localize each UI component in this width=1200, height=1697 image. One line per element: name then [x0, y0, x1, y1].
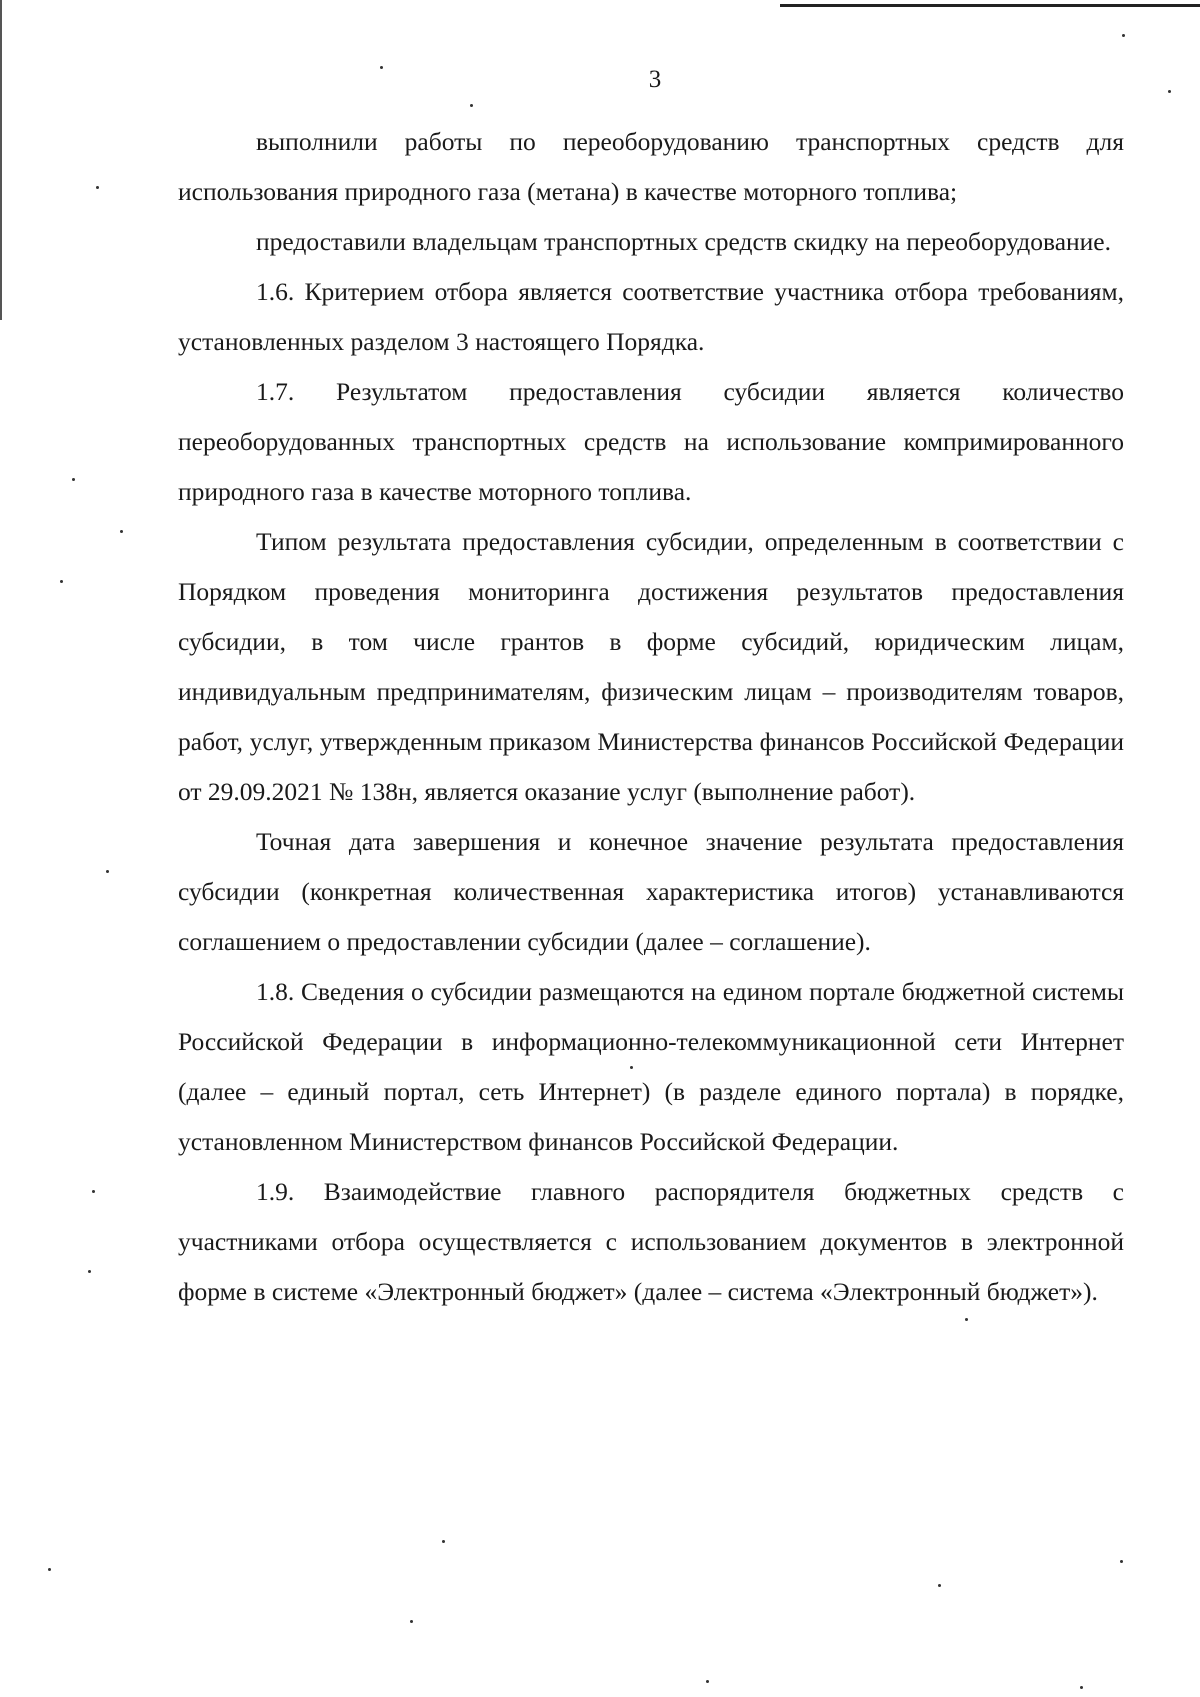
paragraph-1-9-interaction: 1.9. Взаимодействие главного распорядителя бюджетных средств с участниками отбора осуществляется с использованием документов в электронной форме в системе «Электронный бюджет» (далее – система «Электронный бюджет»).	[178, 1177, 1124, 1306]
scan-speck	[442, 1540, 445, 1543]
scan-speck	[706, 1680, 709, 1683]
scan-speck	[630, 1066, 633, 1069]
scan-speck	[410, 1620, 413, 1623]
scan-speck	[48, 1568, 51, 1571]
paragraph-provided-discount: предоставили владельцам транспортных средств скидку на переоборудование.	[256, 227, 1111, 256]
scan-speck	[1122, 34, 1125, 37]
scan-speck	[106, 870, 109, 873]
scan-speck	[92, 1190, 95, 1193]
scan-border-line	[780, 4, 1200, 7]
document-body	[178, 117, 1124, 1317]
scan-speck	[938, 1584, 941, 1587]
scan-speck	[120, 530, 123, 533]
scan-edge-mark	[0, 0, 2, 320]
scan-speck	[965, 1318, 968, 1321]
page-number: 3	[648, 66, 662, 93]
scan-speck	[60, 580, 63, 583]
scan-speck	[380, 66, 383, 69]
scan-speck	[470, 104, 473, 107]
scan-speck	[88, 1270, 91, 1273]
paragraph-result-type: Типом результата предоставления субсидии, определенным в соответствии с Порядком проведения мониторинга достижения результатов предоставления субсидии, в том числе грантов в форме субсидий, юридическим лицам, индивидуальным предпринимателям, физическим лицам – производителям товаров, работ, услуг, утвержденным приказом Министерства финансов Российской Федерации от 29.09.2021 № 138н, является оказание услуг (выполнение работ).	[178, 527, 1124, 806]
scan-speck	[1080, 1686, 1083, 1689]
paragraph-1-6-selection-criterion: 1.6. Критерием отбора является соответствие участника отбора требованиям, установленных разделом 3 настоящего Порядка.	[178, 277, 1124, 356]
paragraph-1-7-subsidy-result: 1.7. Результатом предоставления субсидии является количество переоборудованных транспортных средств на использование компримированного природного газа в качестве моторного топлива.	[178, 377, 1124, 506]
scan-speck	[72, 478, 75, 481]
paragraph-completion-date: Точная дата завершения и конечное значение результата предоставления субсидии (конкретная количественная характеристика итогов) устанавливаются соглашением о предоставлении субсидии (далее – соглашение).	[178, 827, 1124, 956]
scan-speck	[1168, 90, 1171, 93]
paragraph-performed-works: выполнили работы по переоборудованию транспортных средств для использования природного газа (метана) в качестве моторного топлива;	[178, 127, 1124, 206]
scan-speck	[96, 186, 99, 189]
scan-speck	[1120, 1560, 1123, 1563]
paragraph-1-8-subsidy-information: 1.8. Сведения о субсидии размещаются на едином портале бюджетной системы Российской Федерации в информационно-телекоммуникационной сети Интернет (далее – единый портал, сеть Интернет) (в разделе единого портала) в порядке, установленном Министерством финансов Российской Федерации.	[178, 977, 1124, 1156]
